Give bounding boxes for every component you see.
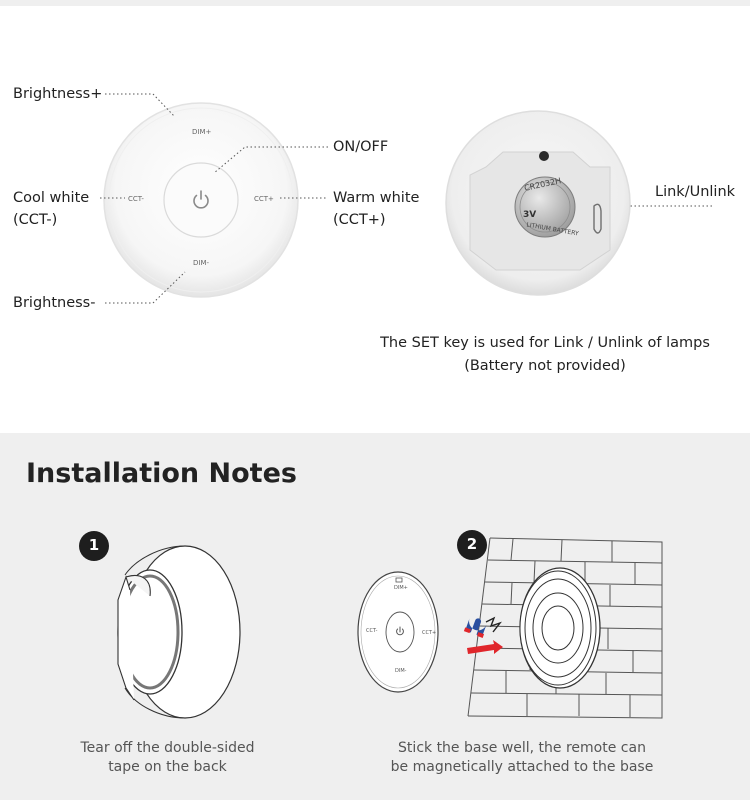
label-brightness-minus: Brightness- bbox=[13, 295, 96, 311]
installation-title: Installation Notes bbox=[26, 458, 297, 489]
label-warm-white: Warm white bbox=[333, 190, 420, 206]
label-link-unlink: Link/Unlink bbox=[655, 184, 736, 200]
step1-number: 1 bbox=[88, 536, 100, 554]
step2-caption-line2: be magnetically attached to the base bbox=[390, 759, 654, 775]
small-dim-minus-label: DIM- bbox=[395, 668, 407, 674]
small-cct-minus-label: CCT- bbox=[366, 628, 378, 634]
step1-illustration bbox=[118, 546, 240, 718]
battery-type-text: LITHIUM BATTERY bbox=[525, 221, 580, 238]
label-cool-white: Cool white bbox=[13, 190, 90, 206]
cct-minus-label: CCT- bbox=[128, 195, 144, 203]
step2-caption-line1: Stick the base well, the remote can bbox=[398, 740, 646, 756]
battery-model-text: CR2032H bbox=[523, 176, 562, 193]
power-button bbox=[164, 163, 238, 237]
step1-caption-line2: tape on the back bbox=[108, 759, 227, 775]
battery-voltage-text: 3V bbox=[523, 210, 537, 220]
battery-note: (Battery not provided) bbox=[464, 358, 626, 374]
label-brightness-plus: Brightness+ bbox=[13, 86, 103, 102]
step2-number: 2 bbox=[466, 535, 478, 553]
small-cct-plus-label: CCT+ bbox=[422, 630, 437, 636]
small-dim-plus-label: DIM+ bbox=[394, 585, 408, 591]
label-warm-white-cct: (CCT+) bbox=[333, 212, 386, 228]
dim-plus-label: DIM+ bbox=[192, 128, 212, 136]
label-on-off: ON/OFF bbox=[333, 139, 389, 155]
mounting-base bbox=[520, 568, 600, 688]
step1-caption-line1: Tear off the double-sided bbox=[80, 740, 255, 756]
dim-minus-label: DIM- bbox=[193, 259, 210, 267]
cct-plus-label: CCT+ bbox=[254, 195, 274, 203]
hole-icon bbox=[539, 151, 549, 161]
remote-back bbox=[446, 111, 630, 295]
label-cool-white-cct: (CCT-) bbox=[13, 212, 58, 228]
set-key-note: The SET key is used for Link / Unlink of lamps bbox=[380, 335, 710, 351]
